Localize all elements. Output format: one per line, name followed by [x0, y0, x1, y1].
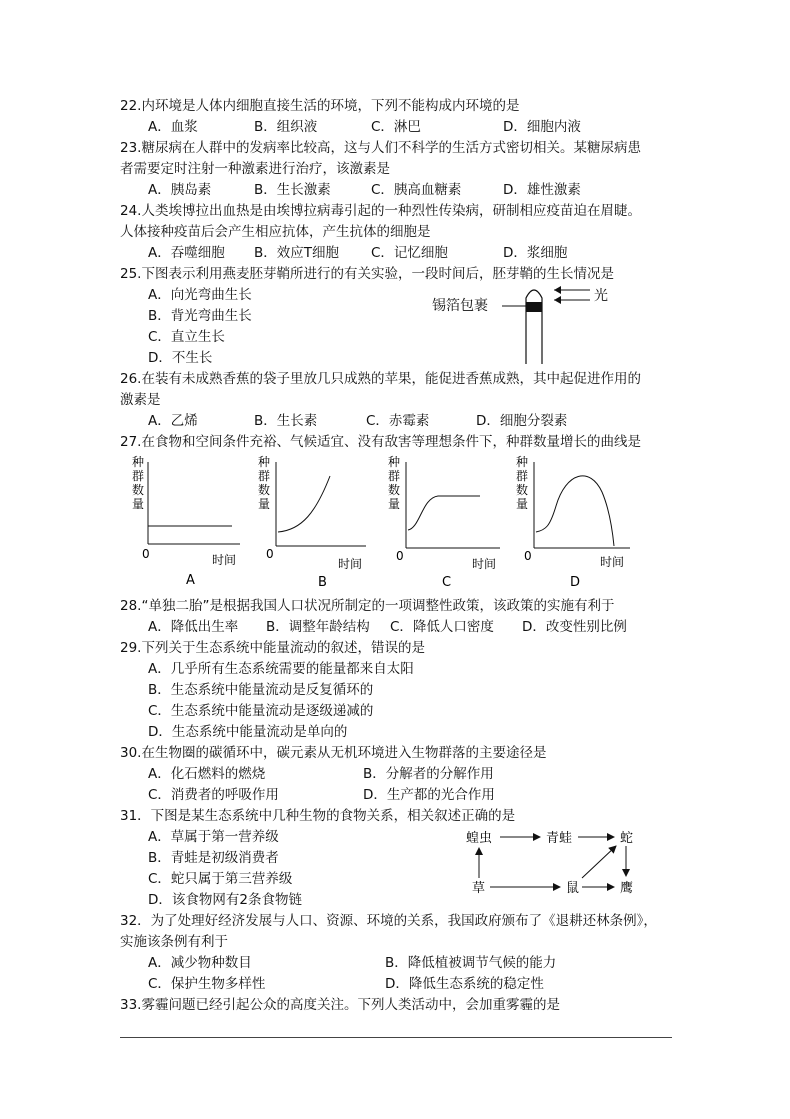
- graph-c-ylabel-2: 群: [388, 469, 401, 483]
- graph-d-letter: D: [570, 575, 581, 590]
- graph-d-ylabel-4: 量: [516, 497, 529, 511]
- q26-stem-line2: 激素是: [120, 392, 161, 408]
- graph-d-curve: [536, 476, 614, 546]
- q25-option-d: D．不生长: [148, 350, 213, 366]
- graph-a-xlabel: 时间: [212, 553, 237, 567]
- q30-option-d: D．生产都的光合作用: [363, 787, 495, 803]
- q29-option-b: B．生态系统中能量流动是反复循环的: [148, 682, 374, 698]
- q32-stem-line2: 实施该条例有利于: [120, 934, 228, 950]
- q29-stem: 29.下列关于生态系统中能量流动的叙述，错误的是: [120, 640, 425, 656]
- q31-option-d: D．该食物网有2条食物链: [148, 892, 302, 908]
- q28-option-b: B．调整年龄结构: [266, 619, 370, 635]
- q24-stem-line2: 人体接种疫苗后会产生相应抗体，产生抗体的细胞是: [120, 224, 431, 240]
- node-locust: 蝗虫: [466, 831, 493, 846]
- graph-b-letter: B: [318, 575, 327, 590]
- q29-option-d: D．生态系统中能量流动是单向的: [148, 724, 348, 740]
- q24-option-c: C．记忆细胞: [371, 245, 448, 261]
- graph-b-curve: [278, 476, 330, 532]
- q22-option-a: A．血浆: [148, 119, 198, 135]
- q24-option-a: A．吞噬细胞: [148, 245, 225, 261]
- q26-option-a: A．乙烯: [148, 413, 198, 429]
- q23-option-d: D．雄性激素: [503, 182, 581, 198]
- q24-option-b: B．效应T细胞: [254, 245, 340, 261]
- q30-stem: 30.在生物圈的碳循环中，碳元素从无机环境进入生物群落的主要途径是: [120, 745, 547, 761]
- graph-b-ylabel-3: 数: [258, 483, 271, 497]
- graph-b-ylabel-4: 量: [258, 497, 271, 511]
- q30-option-a: A．化石燃料的燃烧: [148, 766, 266, 782]
- graph-c-curve: [408, 496, 480, 530]
- graph-a-origin: 0: [142, 547, 150, 561]
- node-mouse: 鼠: [566, 881, 580, 896]
- node-frog: 青蛙: [546, 831, 573, 846]
- graph-b-ylabel-2: 群: [258, 469, 271, 483]
- q23-option-b: B．生长激素: [254, 182, 331, 198]
- q23-stem-line1: 23.糖尿病在人群中的发病率比较高，这与人们不科学的生活方式密切相关。某糖尿病患: [120, 140, 641, 156]
- q26-stem-line1: 26.在装有未成熟香蕉的袋子里放几只成熟的苹果，能促进香蕉成熟，其中起促进作用的: [120, 371, 641, 387]
- population-graph-b: [254, 452, 374, 592]
- q32-option-a: A．减少物种数目: [148, 955, 252, 971]
- q25-option-b: B．背光弯曲生长: [148, 308, 252, 324]
- graph-b-xlabel: 时间: [338, 557, 363, 571]
- graph-a-letter: A: [186, 573, 195, 588]
- q29-option-c: C．生态系统中能量流动是逐级递减的: [148, 703, 374, 719]
- q23-stem-line2: 者需要定时注射一种激素进行治疗，该激素是: [120, 161, 390, 177]
- coleoptile-figure: [430, 280, 650, 370]
- q32-option-c: C．保护生物多样性: [148, 976, 266, 992]
- graph-b-ylabel-1: 种: [258, 455, 271, 469]
- q30-option-c: C．消费者的呼吸作用: [148, 787, 279, 803]
- graph-c-letter: C: [442, 575, 452, 590]
- q26-option-c: C．赤霉素: [366, 413, 430, 429]
- coleoptile-shape: [526, 290, 542, 364]
- graph-d-ylabel-3: 数: [516, 483, 529, 497]
- graph-b-origin: 0: [266, 547, 274, 561]
- node-snake: 蛇: [620, 831, 634, 846]
- q23-option-c: C．胰高血糖素: [371, 182, 462, 198]
- q33-stem: 33.雾霾问题已经引起公众的高度关注。下列人类活动中，会加重雾霾的是: [120, 997, 560, 1013]
- q26-option-b: B．生长素: [254, 413, 318, 429]
- q22-option-d: D．细胞内液: [503, 119, 581, 135]
- q31-stem: 31．下图是某生态系统中几种生物的食物关系，相关叙述正确的是: [120, 808, 516, 824]
- q22-stem: 22.内环境是人体内细胞直接生活的环境，下列不能构成内环境的是: [120, 98, 520, 114]
- graph-c-origin: 0: [396, 549, 404, 563]
- q22-option-b: B．组织液: [254, 119, 318, 135]
- graph-d-origin: 0: [524, 549, 532, 563]
- population-graph-a: [128, 452, 248, 592]
- q32-stem-line1: 32．为了处理好经济发展与人口、资源、环境的关系，我国政府颁布了《退耕还林条例》，: [120, 913, 657, 929]
- graph-a-ylabel-4: 量: [132, 497, 145, 511]
- node-grass: 草: [472, 881, 486, 896]
- population-graph-c: [384, 452, 508, 592]
- food-web-diagram: [460, 822, 650, 902]
- graph-d-ylabel-2: 群: [516, 469, 529, 483]
- q22-option-c: C．淋巴: [371, 119, 421, 135]
- q27-stem: 27.在食物和空间条件充裕、气候适宜、没有敌害等理想条件下，种群数量增长的曲线是: [120, 434, 641, 450]
- q26-option-d: D．细胞分裂素: [476, 413, 568, 429]
- q28-option-c: C．降低人口密度: [390, 619, 494, 635]
- graph-d-ylabel-1: 种: [516, 455, 529, 469]
- population-graph-d: [512, 452, 636, 592]
- q25-option-c: C．直立生长: [148, 329, 225, 345]
- light-arrow-2-head: [554, 296, 561, 304]
- q24-option-d: D．浆细胞: [503, 245, 568, 261]
- q31-option-b: B．青蛙是初级消费者: [148, 850, 279, 866]
- page-footer-rule: [120, 1037, 672, 1038]
- graph-d-xlabel: 时间: [600, 555, 625, 569]
- graph-a-ylabel-3: 数: [132, 483, 145, 497]
- q29-option-a: A．几乎所有生态系统需要的能量都来自太阳: [148, 661, 414, 677]
- foil-cover: [526, 302, 542, 312]
- graph-a-ylabel-2: 群: [132, 469, 145, 483]
- foil-label: 锡箔包裹: [432, 298, 488, 314]
- arrow-mouse-snake: [582, 846, 616, 878]
- graph-a-ylabel-1: 种: [132, 455, 145, 469]
- q24-stem-line1: 24.人类埃博拉出血热是由埃博拉病毒引起的一种烈性传染病，研制相应疫苗迫在眉睫。: [120, 203, 641, 219]
- node-hawk: 鹰: [620, 881, 634, 896]
- q28-stem: 28.“单独二胎”是根据我国人口状况所制定的一项调整性政策，该政策的实施有利于: [120, 598, 615, 614]
- graph-c-ylabel-1: 种: [388, 455, 401, 469]
- q25-stem: 25.下图表示利用燕麦胚芽鞘所进行的有关实验，一段时间后，胚芽鞘的生长情况是: [120, 266, 614, 282]
- q31-option-c: C．蛇只属于第三营养级: [148, 871, 293, 887]
- q30-option-b: B．分解者的分解作用: [363, 766, 494, 782]
- q32-option-b: B．降低植被调节气候的能力: [385, 955, 557, 971]
- graph-c-ylabel-4: 量: [388, 497, 401, 511]
- q25-option-a: A．向光弯曲生长: [148, 287, 252, 303]
- graph-c-xlabel: 时间: [472, 557, 497, 571]
- q28-option-a: A．降低出生率: [148, 619, 239, 635]
- graph-c-ylabel-3: 数: [388, 483, 401, 497]
- q32-option-d: D．降低生态系统的稳定性: [385, 976, 544, 992]
- light-arrow-1-head: [554, 286, 561, 294]
- q28-option-d: D．改变性别比例: [522, 619, 627, 635]
- light-label: 光: [594, 288, 608, 304]
- q31-option-a: A．草属于第一营养级: [148, 829, 279, 845]
- q23-option-a: A．胰岛素: [148, 182, 212, 198]
